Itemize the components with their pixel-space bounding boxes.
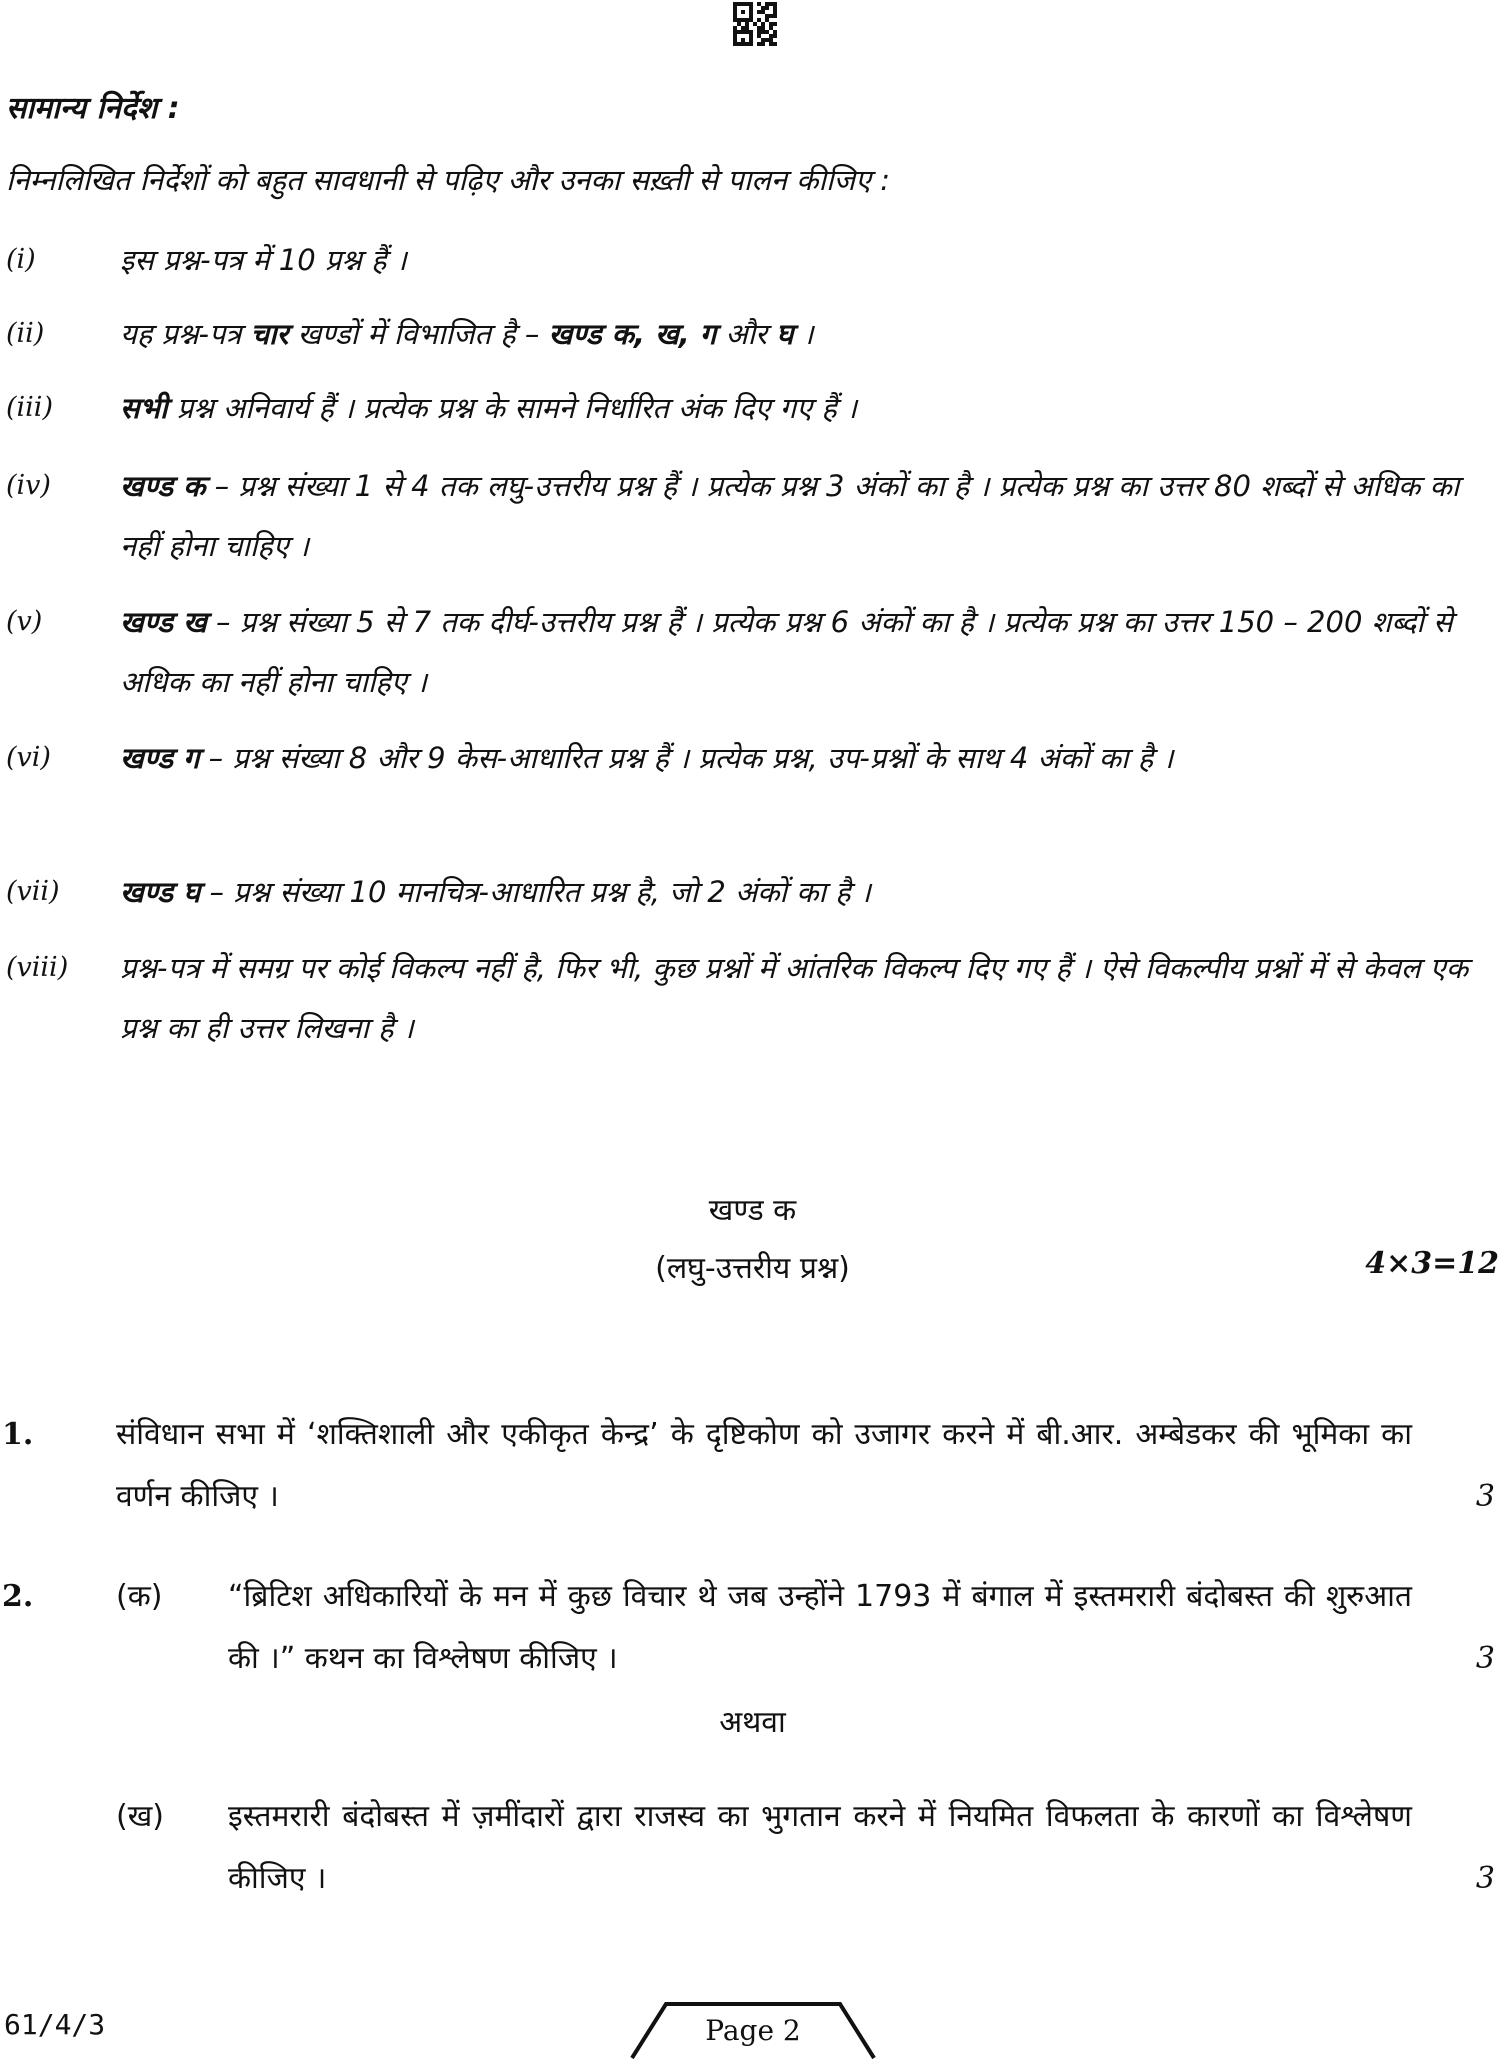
instruction-item [6, 304, 1501, 364]
instruction-text [120, 378, 1501, 438]
question-marks: 3 [1475, 1861, 1495, 1896]
paper-code: 61/4/3 [4, 2008, 106, 2041]
instruction-item [6, 456, 1501, 576]
section-title: खण्ड क [708, 1193, 797, 1228]
instruction-number: (vi) [6, 742, 51, 773]
instruction-item [6, 938, 1501, 1058]
instruction-item [6, 592, 1501, 712]
instruction-text [120, 862, 1501, 922]
instruction-number: (ii) [6, 318, 45, 349]
emphasis-text: खण्ड क, ख, ग [548, 317, 717, 351]
instruction-text [120, 230, 1501, 290]
instruction-text [120, 456, 1501, 576]
instruction-number: (iii) [6, 392, 53, 423]
sub-question-label: (क) [116, 1579, 163, 1614]
emphasis-text: घ [776, 317, 794, 351]
page-label: Page 2 [705, 2014, 801, 2047]
text-run: – प्रश्न संख्या 10 मानचित्र-आधारित प्रश्न है, जो 2 अंकों का है । [200, 875, 871, 909]
instruction-item [6, 230, 1501, 290]
text-run: और [716, 317, 777, 351]
emphasis-text: खण्ड घ [120, 875, 201, 909]
emphasis-text: सभी [120, 391, 168, 425]
text-run: खण्डों में विभाजित है – [288, 317, 549, 351]
instruction-text [120, 728, 1501, 788]
or-separator: अथवा [719, 1705, 786, 1740]
instruction-number: (i) [6, 244, 36, 275]
emphasis-text: खण्ड ग [120, 741, 200, 775]
instruction-number: (v) [6, 606, 43, 637]
instruction-item [6, 862, 1501, 922]
question-text: “ब्रिटिश अधिकारियों के मन में कुछ विचार थे जब उन्होंने 1793 में बंगाल में इस्तमरारी बंदोबस्त की शुरुआत की ।” कथन का विश्लेषण कीजिए । [228, 1579, 1412, 1676]
qr-code-icon [733, 2, 777, 46]
question-2a [0, 1566, 1505, 1690]
question-1 [0, 1404, 1505, 1528]
sub-question-label: (ख) [116, 1799, 164, 1834]
question-number: 1. [2, 1417, 34, 1452]
instructions-intro: निम्नलिखित निर्देशों को बहुत सावधानी से पढ़िए और उनका सख़्ती से पालन कीजिए : [6, 163, 891, 197]
instruction-item [6, 728, 1501, 788]
question-number: 2. [2, 1579, 34, 1614]
emphasis-text: चार [250, 317, 289, 351]
page-number-badge [628, 2000, 878, 2060]
instruction-item [6, 378, 1501, 438]
instruction-text [120, 592, 1501, 712]
section-subtitle: (लघु-उत्तरीय प्रश्न) [655, 1251, 850, 1286]
text-run: – प्रश्न संख्या 5 से 7 तक दीर्घ-उत्तरीय प्रश्न हैं । प्रत्येक प्रश्न 6 अंकों का है । प्रत्येक प्रश्न का उत्तर 150 – 200 शब्दों से अधिक का नहीं होना चाहिए । [120, 605, 1453, 699]
instruction-number: (viii) [6, 952, 69, 983]
question-2b [0, 1786, 1505, 1910]
question-text: संविधान सभा में ‘शक्तिशाली और एकीकृत केन्द्र’ के दृष्टिकोण को उजागर करने में बी.आर. अम्बेडकर की भूमिका का वर्णन कीजिए । [116, 1417, 1412, 1514]
text-run: । [793, 317, 814, 351]
text-run: प्रश्न अनिवार्य हैं । प्रत्येक प्रश्न के सामने निर्धारित अंक दिए गए हैं । [167, 391, 857, 425]
emphasis-text: खण्ड ख [120, 605, 207, 639]
question-text: इस्तमरारी बंदोबस्त में ज़मींदारों द्वारा राजस्व का भुगतान करने में नियमित विफलता के कारणों का विश्लेषण कीजिए । [228, 1799, 1412, 1896]
text-run: इस प्रश्न-पत्र में 10 प्रश्न हैं । [120, 243, 407, 277]
section-marks-total: 4×3=12 [1365, 1246, 1499, 1281]
question-marks: 3 [1475, 1479, 1495, 1514]
instruction-text [120, 304, 1501, 364]
text-run: यह प्रश्न-पत्र [120, 317, 251, 351]
instruction-text [120, 938, 1501, 1058]
general-instructions-heading: सामान्य निर्देश : [6, 91, 180, 126]
instruction-number: (iv) [6, 470, 51, 501]
emphasis-text: खण्ड क [120, 469, 206, 503]
text-run: – प्रश्न संख्या 8 और 9 केस-आधारित प्रश्न हैं । प्रत्येक प्रश्न, उप-प्रश्नों के साथ 4 अंकों का है । [199, 741, 1174, 775]
text-run: – प्रश्न संख्या 1 से 4 तक लघु-उत्तरीय प्रश्न हैं । प्रत्येक प्रश्न 3 अंकों का है । प्रत्येक प्रश्न का उत्तर 80 शब्दों से अधिक का नहीं होना चाहिए । [120, 469, 1460, 563]
text-run: प्रश्न-पत्र में समग्र पर कोई विकल्प नहीं है, फिर भी, कुछ प्रश्नों में आंतरिक विकल्प दिए गए हैं । ऐसे विकल्पीय प्रश्नों में से केवल एक प्रश्न का ही उत्तर लिखना है । [120, 951, 1469, 1045]
question-marks: 3 [1475, 1641, 1495, 1676]
instruction-number: (vii) [6, 876, 60, 907]
